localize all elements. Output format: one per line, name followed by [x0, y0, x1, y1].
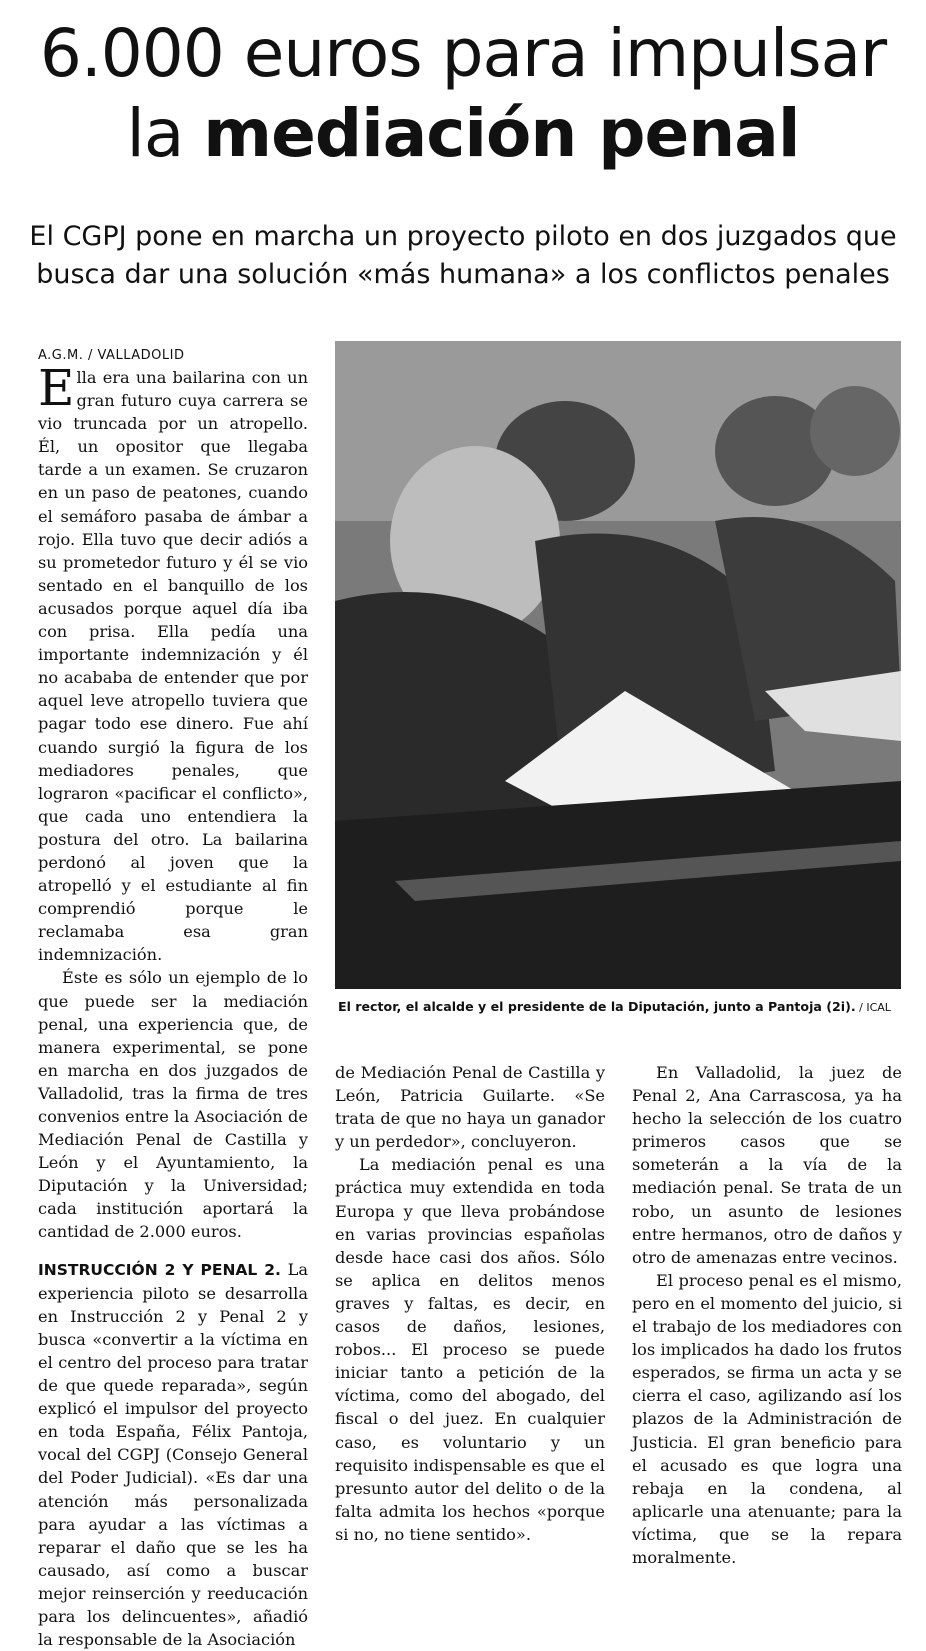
article-column-1	[38, 346, 308, 1651]
caption-credit: / ICAL	[855, 1001, 891, 1014]
paragraph-text: lla era una bailarina con un gran futuro cuya carrera se vio truncada por un atropello. Él, un opositor que llegaba tarde a un examen. Se cruzaron en un paso de peatones, cuando el semáforo pasaba de ámbar a rojo. Ella tuvo que decir adiós a su prometedor futuro y él se vio sentado en el banquillo de los acusados porque aquel día iba con prisa. Ella pedía una importante indemnización y él no acababa de entender que por aquel leve atropello tuviera que pagar todo ese dinero. Fue ahí cuando surgió la figura de los mediadores penales, que lograron «pacificar el conflicto», que cada uno entendiera la postura del otro. La bailarina perdonó al joven que la atropelló y el estudiante al fin comprendió porque le reclamaba esa gran indemnización.	[38, 368, 308, 965]
photo-caption	[338, 998, 908, 1017]
paragraph	[38, 1258, 308, 1651]
headline-line-2	[0, 94, 926, 174]
paragraph: Éste es sólo un ejemplo de lo que puede ser la mediación penal, una experiencia que, de manera experimental, se pone en marcha en dos juzgados de Valladolid, tras la firma de tres convenios entre la Asociación de Mediación Penal de Castilla y León y el Ayuntamiento, la Diputación y la Universidad; cada institución aportará la cantidad de 2.000 euros.	[38, 968, 308, 1242]
headline	[0, 14, 926, 174]
drop-cap: E	[38, 359, 75, 417]
subheadline: El CGPJ pone en marcha un proyecto piloto en dos juzgados que busca dar una solución «más humana» a los conflictos penales	[29, 221, 897, 290]
headline-line-2-normal: la	[126, 95, 204, 172]
byline: A.G.M. / VALLADOLID	[38, 348, 185, 363]
paragraph: de Mediación Penal de Castilla y León, Patricia Guilarte. «Se trata de que no haya un ganador y un perdedor», concluyeron.	[335, 1063, 605, 1152]
paragraph: En Valladolid, la juez de Penal 2, Ana Carrascosa, ya ha hecho la selección de los cuatro primeros casos que se someterán a la vía de la mediación penal. Se trata de un robo, un asunto de lesiones entre hermanos, otro de daños y otro de amenazas entre vecinos.	[632, 1063, 902, 1267]
caption-text: El rector, el alcalde y el presidente de la Diputación, junto a Pantoja (2i).	[338, 999, 856, 1014]
paragraph: El proceso penal es el mismo, pero en el momento del juicio, si el trabajo de los mediadores con los implicados ha dado los frutos esperados, se firma un acta y se cierra el caso, agilizando así los plazos de la Administración de Justicia. El gran beneficio para el acusado es que logra una rebaja en la condena, al aplicarle una atenuante; para la víctima, que se la repara moralmente.	[632, 1270, 902, 1567]
section-lead: INSTRUCCIÓN 2 Y PENAL 2.	[38, 1260, 281, 1279]
paragraph: La mediación penal es una práctica muy extendida en toda Europa y que lleva probándose en varias provincias españolas desde hace casi dos años. Sólo se aplica en delitos menos graves y faltas, es decir, en casos de daños, lesiones, robos... El proceso se puede iniciar tanto a petición de la víctima, como del abogado, del fiscal o del juez. En cualquier caso, es voluntario y un requisito indispensable es que el presunto autor del delito o de la falta admita los hechos «porque si no, no tiene sentido».	[335, 1155, 605, 1544]
article-column-3	[632, 1061, 902, 1569]
headline-line-2-bold: mediación penal	[203, 95, 800, 172]
paragraph-text: La experiencia piloto se desarrolla en Instrucción 2 y Penal 2 y busca «convertir a la víctima en el centro del proceso para tratar de que quede reparada», según explicó el impulsor del proyecto en toda España, Félix Pantoja, vocal del CGPJ (Consejo General del Poder Judicial). «Es dar una atención más personalizada para ayudar a las víctimas a reparar el daño que se les ha causado, así como a buscar mejor reinserción y reeducación para los delincuentes», añadió la responsable de la Asociación	[38, 1259, 308, 1650]
article-column-2	[335, 1061, 605, 1546]
news-photo	[335, 341, 901, 989]
headline-line-1: 6.000 euros para impulsar	[39, 15, 887, 92]
paragraph	[38, 359, 308, 966]
photo-illustration	[335, 341, 901, 989]
